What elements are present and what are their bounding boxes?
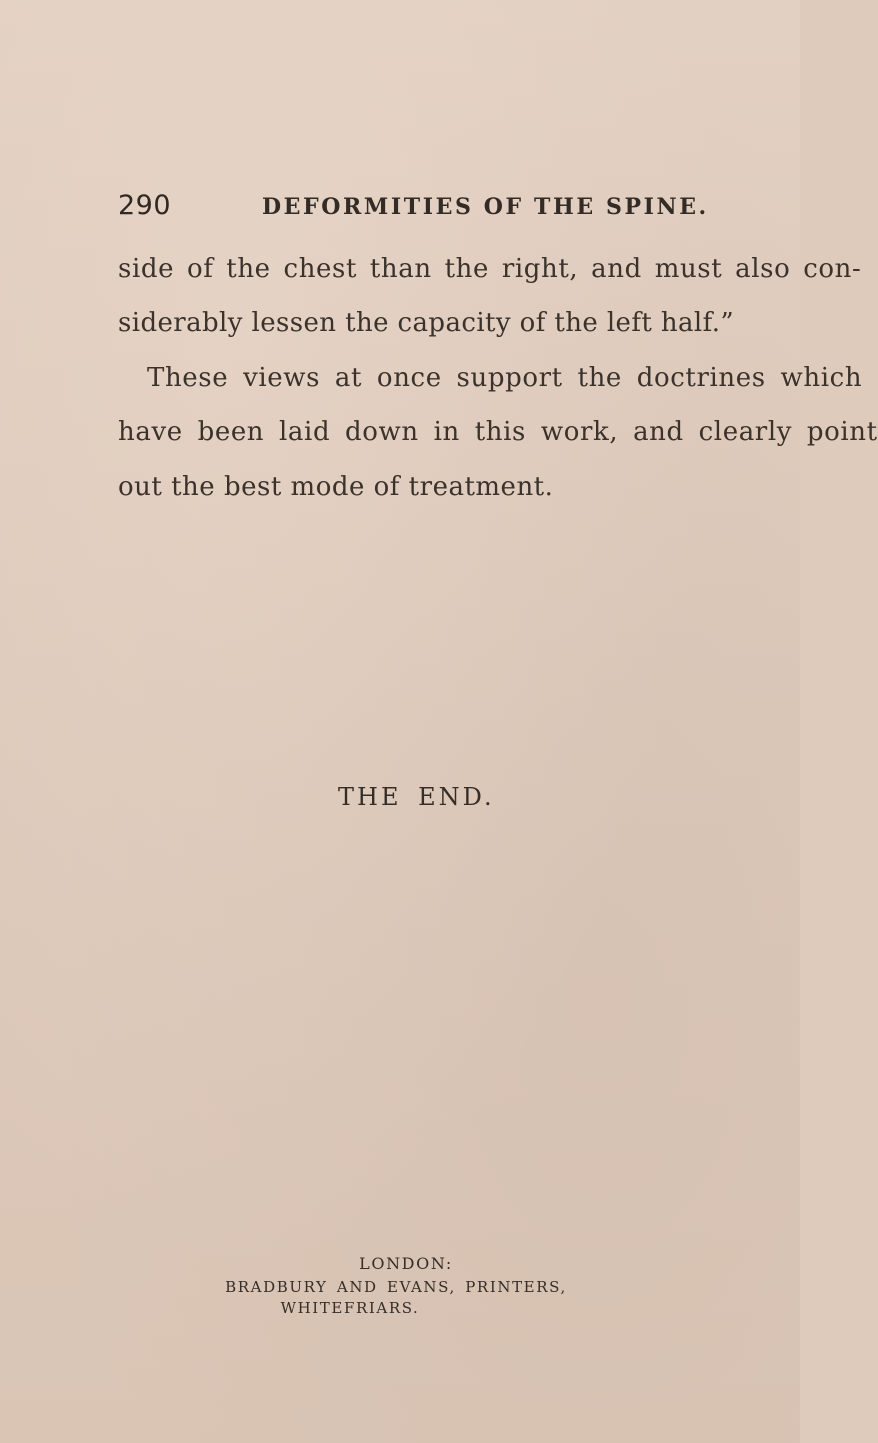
body-line: side of the chest than the right, and must also con-: [118, 254, 862, 284]
imprint-place: WHITEFRIARS.: [280, 1299, 420, 1317]
imprint-city: LONDON:: [359, 1254, 453, 1273]
imprint-printers: BRADBURY AND EVANS, PRINTERS,: [225, 1278, 567, 1296]
body-line: have been laid down in this work, and clearly point: [118, 417, 878, 447]
body-line: out the best mode of treatment.: [118, 472, 554, 502]
running-head: DEFORMITIES OF THE SPINE.: [262, 194, 709, 220]
body-line: siderably lessen the capacity of the left half.”: [118, 308, 735, 338]
page-number: 290: [118, 190, 172, 221]
body-line: These views at once support the doctrines which: [147, 363, 863, 393]
the-end-heading: THE END.: [338, 783, 495, 811]
